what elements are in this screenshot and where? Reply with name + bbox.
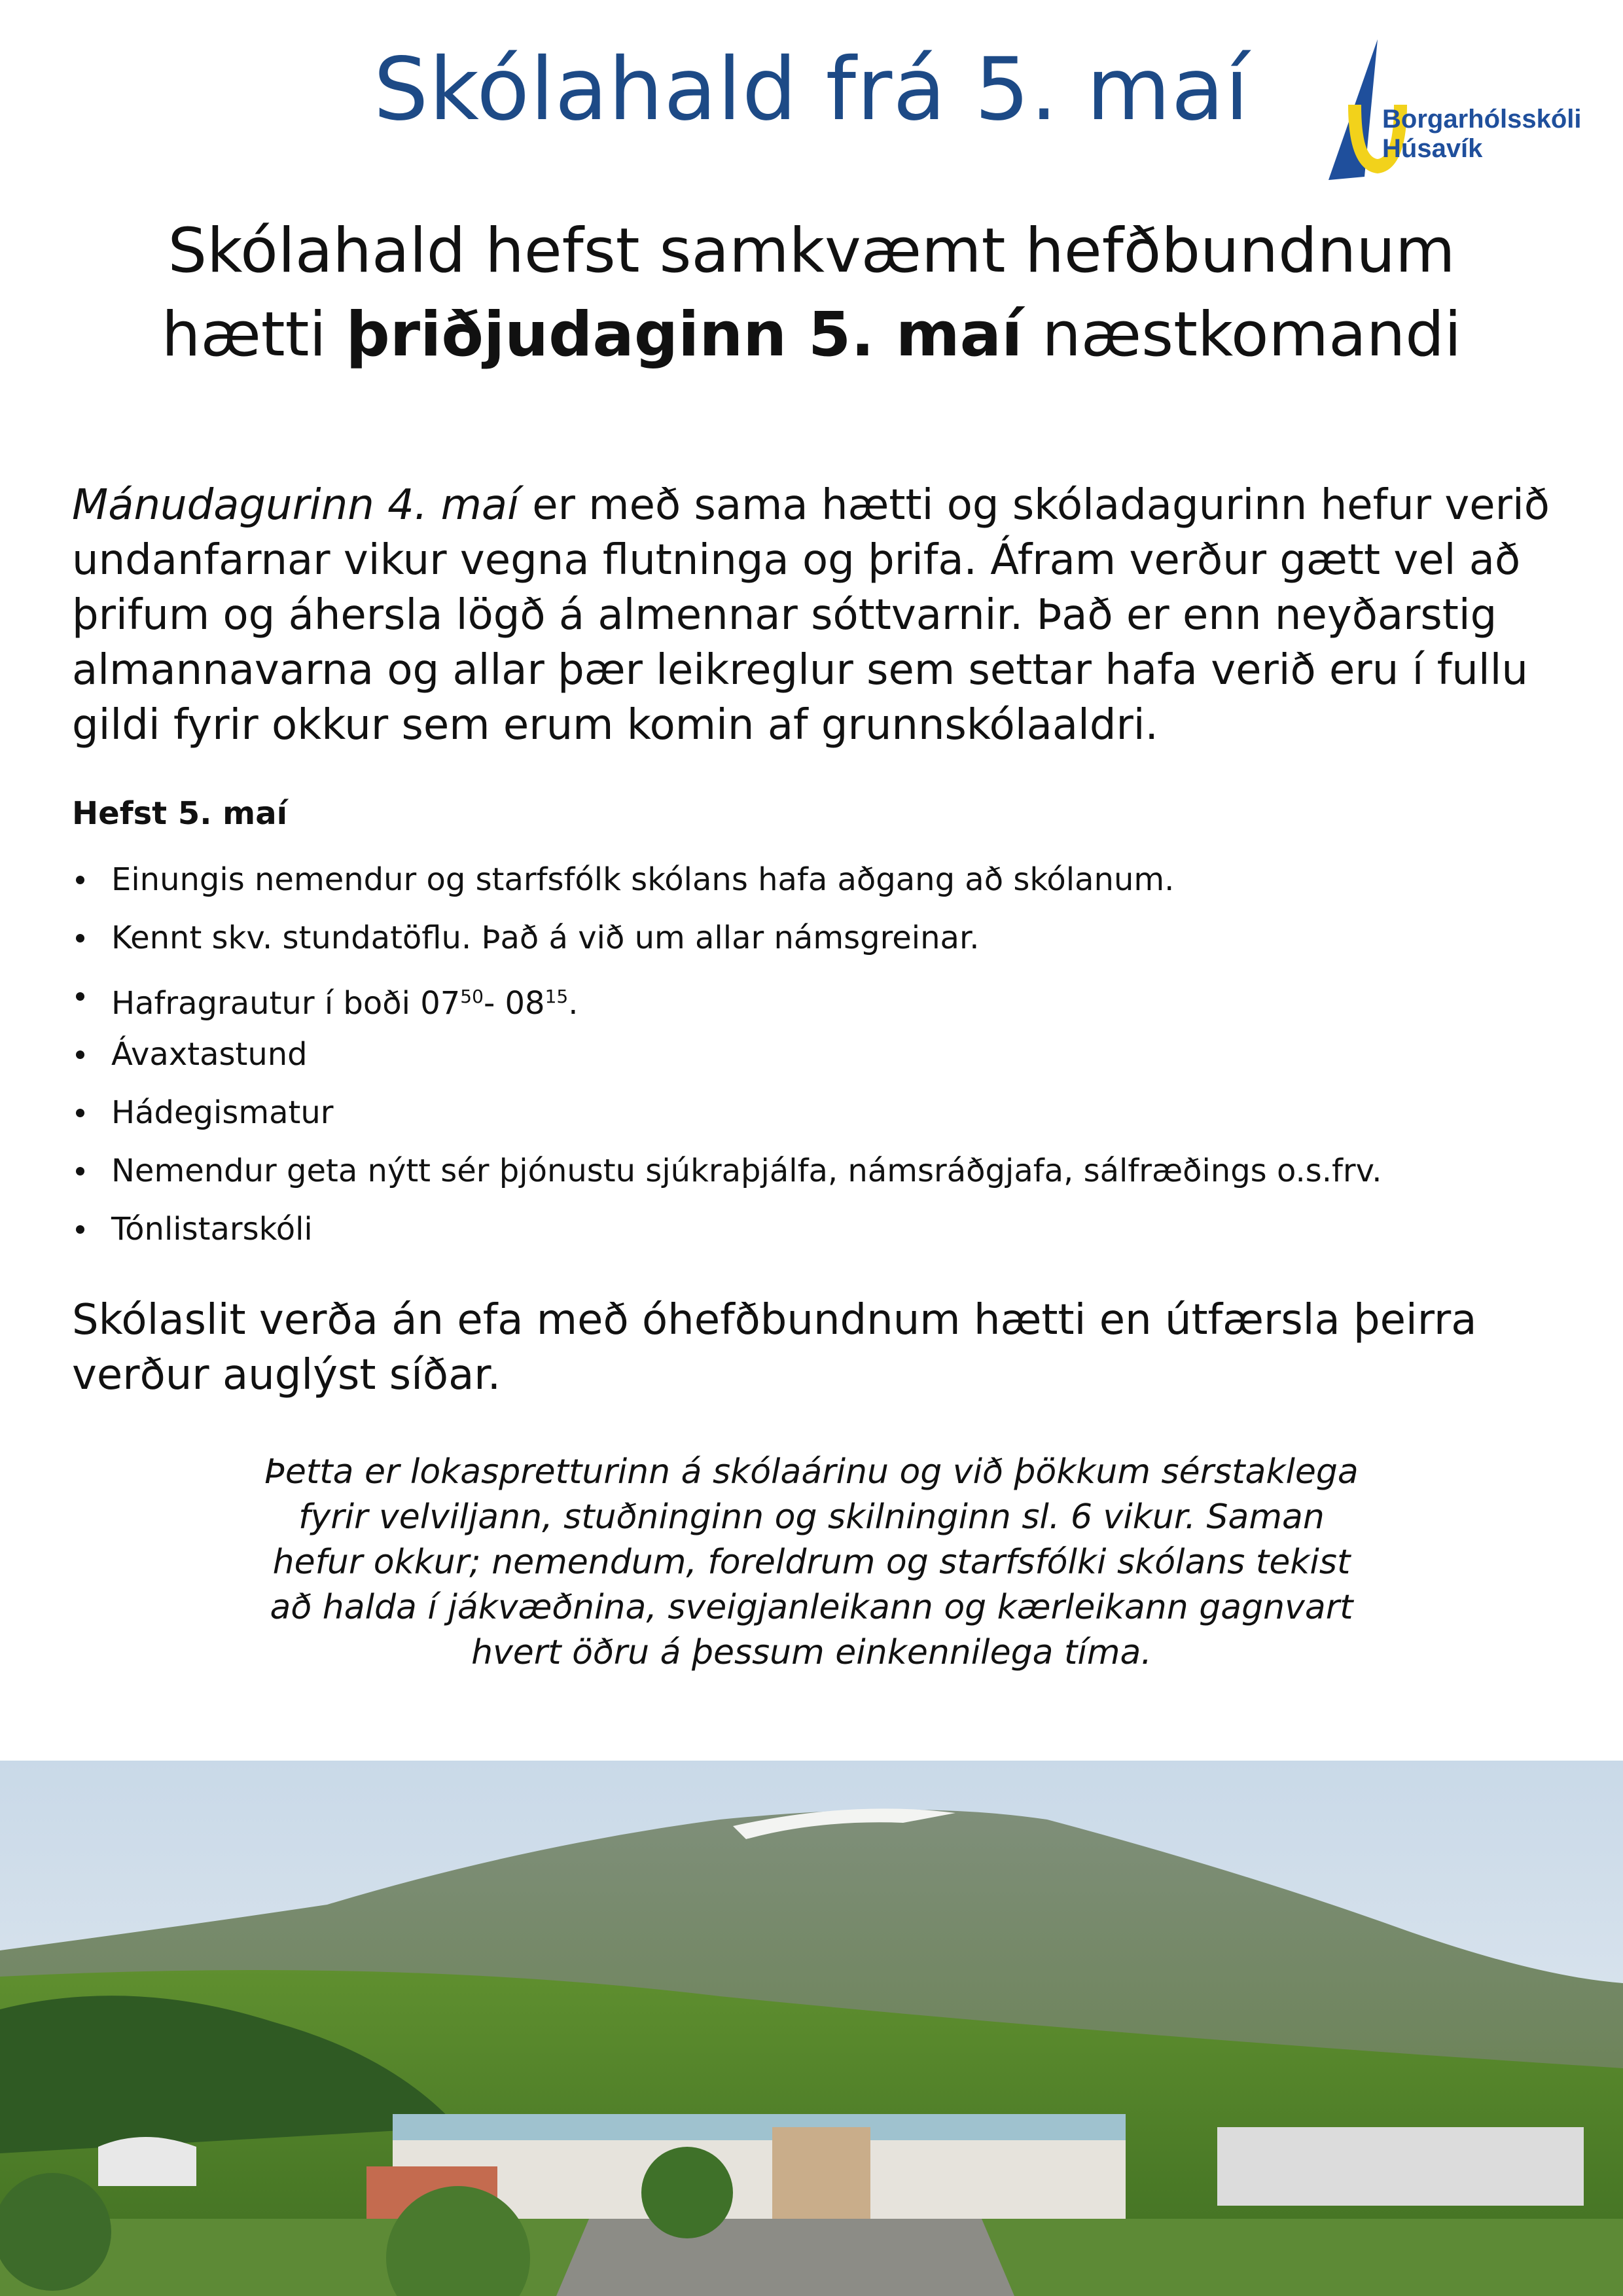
- list-item-text: Kennt skv. stundatöflu. Það á við um allar námsgreinar.: [111, 920, 980, 956]
- bullet-icon: [76, 934, 84, 942]
- school-photo: [0, 1761, 1623, 2296]
- list-item: [72, 967, 1571, 1026]
- list-item: [72, 1026, 1571, 1084]
- subtitle-line2-pre: hætti: [161, 299, 346, 370]
- time-start-minutes: 50: [460, 986, 484, 1007]
- bullet-icon: [76, 992, 84, 1001]
- list-item-text: Einungis nemendur og starfsfólk skólans hafa aðgang að skólanum.: [111, 861, 1175, 898]
- bullet-icon: [76, 1050, 84, 1059]
- apartment-block: [1217, 2127, 1584, 2206]
- thanks-paragraph: Þetta er lokaspretturinn á skólaárinu og við þökkum sérstaklega fyrir velviljann, stuðninginn og skilninginn sl. 6 vikur. Saman hefur okkur; nemendum, foreldrum og starfsfólki skólans tekist að halda í jákvæðnina, sveigjanleikann og kærleikann gagnvart hvert öðru á þessum einkennilega tíma.: [264, 1452, 1359, 1672]
- bullet-icon: [76, 876, 84, 884]
- list-item-text: Hafragrautur í boði 07: [111, 985, 461, 1022]
- sports-hall: [98, 2137, 196, 2186]
- list-item: [72, 1084, 1571, 1142]
- bullet-icon: [76, 1167, 84, 1175]
- time-end-minutes: 15: [544, 986, 569, 1007]
- logo-line2: Húsavík: [1382, 134, 1483, 163]
- list-item: [72, 1200, 1571, 1259]
- photo-tree: [641, 2147, 733, 2238]
- intro-date: Mánudagurinn 4. maí: [72, 481, 519, 529]
- school-entrance: [772, 2127, 870, 2219]
- logo-line1: Borgarhólsskóli: [1382, 105, 1582, 134]
- subtitle-line2-post: næstkomandi: [1022, 299, 1462, 370]
- subtitle: [65, 209, 1558, 377]
- school-logo: [1315, 26, 1590, 196]
- time-separator: - 08: [483, 985, 545, 1022]
- subtitle-date: þriðjudaginn 5. maí: [346, 299, 1023, 370]
- list-item-text: Ávaxtastund: [111, 1036, 308, 1073]
- intro-text: er með sama hætti og skóladagurinn hefur verið undanfarnar vikur vegna flutninga og þrifa. Áfram verður gætt vel að þrifum og áhersla lögð á almennar sóttvarnir. Það er enn neyðarstig almannavarna og allar þær leikreglur sem settar hafa verið eru í fullu gildi fyrir okkur sem erum komin af grunnskólaaldri.: [72, 481, 1550, 749]
- bullet-list: [72, 851, 1571, 1259]
- section-heading: Hefst 5. maí: [72, 795, 288, 832]
- school-roof: [393, 2114, 1126, 2140]
- page-title: Skólahald frá 5. maí: [373, 39, 1250, 140]
- bullet-icon: [76, 1225, 84, 1234]
- bullet-icon: [76, 1109, 84, 1117]
- list-item: [72, 1142, 1571, 1200]
- photo-parking: [556, 2219, 1014, 2296]
- subtitle-line2: [65, 293, 1558, 377]
- list-item-text: Tónlistarskóli: [111, 1211, 313, 1247]
- list-item: [72, 909, 1571, 967]
- list-item-text: Nemendur geta nýtt sér þjónustu sjúkraþjálfa, námsráðgjafa, sálfræðings o.s.frv.: [111, 1153, 1382, 1189]
- subtitle-line1: Skólahald hefst samkvæmt hefðbundnum: [168, 215, 1455, 287]
- closing-paragraph: Skólaslit verða án efa með óhefðbundnum hætti en útfærsla þeirra verður auglýst síðar.: [72, 1296, 1477, 1399]
- list-item-text: Hádegismatur: [111, 1094, 334, 1131]
- list-item: [72, 851, 1571, 909]
- intro-paragraph: [72, 478, 1571, 753]
- time-end-period: .: [568, 985, 579, 1022]
